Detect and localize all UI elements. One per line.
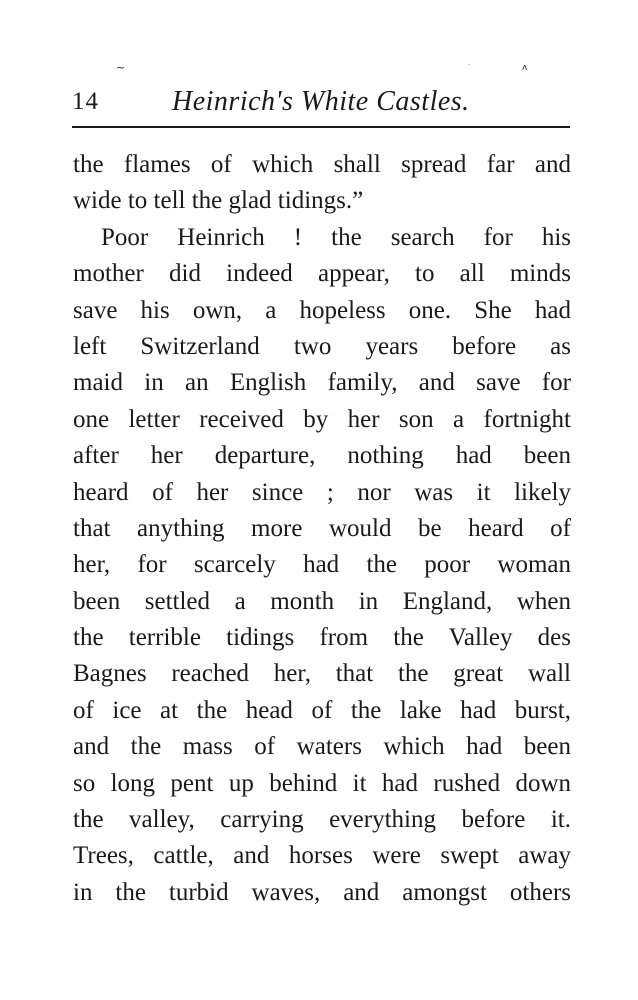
ink-speck: ʌ bbox=[522, 63, 528, 73]
text-line: Trees, cattle, and horses were swept away bbox=[73, 842, 571, 870]
text-line: been settled a month in England, when bbox=[73, 587, 571, 615]
running-head bbox=[72, 80, 570, 120]
text-line: left Switzerland two years before as bbox=[73, 332, 571, 360]
text-line: in the turbid waves, and amongst others bbox=[73, 878, 571, 906]
text-line: after her departure, nothing had been bbox=[73, 442, 571, 470]
running-title: Heinrich's White Castles. bbox=[172, 86, 470, 117]
text-line: Bagnes reached her, that the great wall bbox=[73, 660, 571, 688]
text-line: the terrible tidings from the Valley des bbox=[73, 624, 571, 652]
text-line: mother did indeed appear, to all minds bbox=[73, 260, 571, 288]
text-line: of ice at the head of the lake had burst, bbox=[73, 696, 571, 724]
ink-speck: ~ bbox=[116, 61, 126, 74]
body-text bbox=[73, 147, 571, 911]
text-line: the flames of which shall spread far and bbox=[73, 151, 571, 178]
text-line: one letter received by her son a fortnight bbox=[73, 405, 571, 433]
text-line: so long pent up behind it had rushed down bbox=[73, 769, 571, 797]
text-line: Poor Heinrich ! the search for his bbox=[101, 223, 571, 251]
header-rule bbox=[72, 126, 570, 128]
text-line: save his own, a hopeless one. She had bbox=[73, 296, 571, 324]
text-line: maid in an English family, and save for bbox=[73, 369, 571, 397]
text-line: wide to tell the glad tidings.” bbox=[73, 187, 364, 215]
text-line: heard of her since ; nor was it likely bbox=[73, 478, 571, 506]
text-line: and the mass of waters which had been bbox=[73, 733, 571, 761]
page-number: 14 bbox=[72, 88, 99, 115]
text-line: her, for scarcely had the poor woman bbox=[73, 551, 571, 579]
text-line: the valley, carrying everything before it. bbox=[73, 806, 571, 834]
text-line: that anything more would be heard of bbox=[73, 514, 571, 542]
ink-speck: · bbox=[468, 61, 471, 69]
